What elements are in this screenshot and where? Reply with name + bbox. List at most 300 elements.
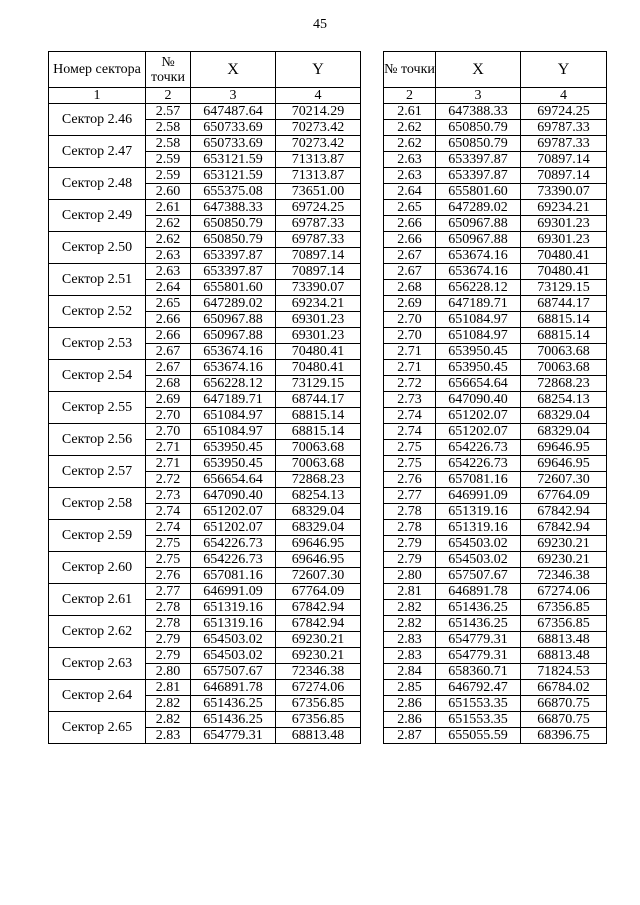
x-cell: 650967.88 (436, 232, 521, 248)
x-cell: 653950.45 (191, 440, 276, 456)
x-cell: 656654.64 (436, 376, 521, 392)
table-row (384, 104, 607, 120)
point-cell: 2.62 (384, 136, 436, 152)
y-cell: 68815.14 (521, 328, 607, 344)
y-cell: 69230.21 (276, 648, 361, 664)
table-row (49, 232, 361, 248)
sector-name-cell: Сектор 2.65 (49, 712, 146, 744)
sector-name-cell: Сектор 2.56 (49, 424, 146, 456)
point-cell: 2.72 (384, 376, 436, 392)
table-row (384, 440, 607, 456)
y-cell: 69724.25 (521, 104, 607, 120)
x-cell: 651319.16 (191, 600, 276, 616)
table-row (384, 696, 607, 712)
point-cell: 2.63 (146, 248, 191, 264)
x-cell: 646991.09 (436, 488, 521, 504)
x-cell: 651202.07 (436, 408, 521, 424)
table-row (49, 712, 361, 728)
y-cell: 70063.68 (276, 440, 361, 456)
x-cell: 647090.40 (191, 488, 276, 504)
point-cell: 2.75 (384, 456, 436, 472)
sector-name-cell: Сектор 2.51 (49, 264, 146, 296)
x-cell: 653674.16 (436, 264, 521, 280)
table-row (49, 200, 361, 216)
point-cell: 2.58 (146, 136, 191, 152)
y-cell: 67842.94 (276, 616, 361, 632)
y-cell: 68254.13 (276, 488, 361, 504)
y-cell: 70897.14 (276, 264, 361, 280)
y-cell: 68813.48 (521, 648, 607, 664)
y-cell: 67356.85 (521, 616, 607, 632)
y-cell: 70480.41 (276, 344, 361, 360)
sector-name-cell: Сектор 2.54 (49, 360, 146, 392)
table-row (384, 408, 607, 424)
x-cell: 655801.60 (436, 184, 521, 200)
y-cell: 70063.68 (521, 344, 607, 360)
sector-name-cell: Сектор 2.60 (49, 552, 146, 584)
y-cell: 69230.21 (521, 536, 607, 552)
y-cell: 71313.87 (276, 152, 361, 168)
x-cell: 658360.71 (436, 664, 521, 680)
x-cell: 657507.67 (191, 664, 276, 680)
left-coordinates-table (48, 51, 361, 744)
y-cell: 68815.14 (276, 408, 361, 424)
point-cell: 2.75 (146, 536, 191, 552)
point-cell: 2.64 (384, 184, 436, 200)
x-cell: 651084.97 (191, 408, 276, 424)
y-cell: 67842.94 (276, 600, 361, 616)
point-cell: 2.78 (384, 520, 436, 536)
table-row (49, 264, 361, 280)
table-row (384, 328, 607, 344)
right-coordinates-table (383, 51, 607, 744)
table-row (384, 504, 607, 520)
x-cell: 651202.07 (436, 424, 521, 440)
y-cell: 68813.48 (521, 632, 607, 648)
x-cell: 653674.16 (436, 248, 521, 264)
y-cell: 71313.87 (276, 168, 361, 184)
header-col-index: 1 (49, 88, 146, 104)
header-point-number: № точки (146, 52, 191, 88)
table-row (384, 152, 607, 168)
point-cell: 2.57 (146, 104, 191, 120)
y-cell: 67842.94 (521, 520, 607, 536)
x-cell: 654226.73 (191, 552, 276, 568)
sector-name-cell: Сектор 2.63 (49, 648, 146, 680)
point-cell: 2.83 (384, 632, 436, 648)
point-cell: 2.64 (146, 280, 191, 296)
table-row (384, 184, 607, 200)
y-cell: 69230.21 (521, 552, 607, 568)
table-row (384, 488, 607, 504)
point-cell: 2.66 (384, 216, 436, 232)
x-cell: 656228.12 (436, 280, 521, 296)
point-cell: 2.80 (384, 568, 436, 584)
point-cell: 2.68 (146, 376, 191, 392)
x-cell: 657081.16 (436, 472, 521, 488)
x-cell: 651319.16 (191, 616, 276, 632)
table-row (384, 264, 607, 280)
x-cell: 646991.09 (191, 584, 276, 600)
y-cell: 72346.38 (276, 664, 361, 680)
y-cell: 69234.21 (276, 296, 361, 312)
x-cell: 654503.02 (436, 536, 521, 552)
x-cell: 646891.78 (191, 680, 276, 696)
x-cell: 653121.59 (191, 152, 276, 168)
x-cell: 651202.07 (191, 520, 276, 536)
y-cell: 67356.85 (521, 600, 607, 616)
header-point-number: № точки (384, 52, 436, 88)
y-cell: 67274.06 (521, 584, 607, 600)
point-cell: 2.86 (384, 712, 436, 728)
x-cell: 657081.16 (191, 568, 276, 584)
table-row (49, 680, 361, 696)
point-cell: 2.73 (384, 392, 436, 408)
point-cell: 2.62 (146, 232, 191, 248)
y-cell: 70480.41 (521, 264, 607, 280)
x-cell: 656228.12 (191, 376, 276, 392)
point-cell: 2.79 (146, 632, 191, 648)
table-row (384, 552, 607, 568)
y-cell: 66870.75 (521, 712, 607, 728)
x-cell: 651436.25 (436, 600, 521, 616)
y-cell: 68744.17 (276, 392, 361, 408)
x-cell: 651084.97 (191, 424, 276, 440)
x-cell: 647189.71 (436, 296, 521, 312)
header-col-index: 4 (276, 88, 361, 104)
table-row (384, 296, 607, 312)
point-cell: 2.66 (384, 232, 436, 248)
point-cell: 2.82 (146, 712, 191, 728)
y-cell: 72346.38 (521, 568, 607, 584)
sector-name-cell: Сектор 2.58 (49, 488, 146, 520)
x-cell: 653397.87 (191, 264, 276, 280)
x-cell: 651436.25 (191, 696, 276, 712)
x-cell: 650850.79 (191, 232, 276, 248)
x-cell: 654503.02 (191, 632, 276, 648)
x-cell: 651202.07 (191, 504, 276, 520)
point-cell: 2.77 (146, 584, 191, 600)
x-cell: 653674.16 (191, 344, 276, 360)
table-row (384, 120, 607, 136)
table-row (384, 456, 607, 472)
table-row (49, 456, 361, 472)
sector-name-cell: Сектор 2.62 (49, 616, 146, 648)
point-cell: 2.74 (384, 424, 436, 440)
point-cell: 2.67 (146, 344, 191, 360)
table-row (384, 392, 607, 408)
point-cell: 2.66 (146, 312, 191, 328)
table-row (384, 248, 607, 264)
y-cell: 67356.85 (276, 696, 361, 712)
point-cell: 2.62 (384, 120, 436, 136)
point-cell: 2.70 (384, 328, 436, 344)
x-cell: 647090.40 (436, 392, 521, 408)
table-row (384, 600, 607, 616)
y-cell: 70273.42 (276, 136, 361, 152)
y-cell: 66870.75 (521, 696, 607, 712)
table-row (384, 168, 607, 184)
x-cell: 654226.73 (436, 456, 521, 472)
point-cell: 2.76 (384, 472, 436, 488)
x-cell: 654226.73 (436, 440, 521, 456)
point-cell: 2.65 (384, 200, 436, 216)
x-cell: 653121.59 (191, 168, 276, 184)
point-cell: 2.70 (384, 312, 436, 328)
y-cell: 68329.04 (521, 424, 607, 440)
table-row (384, 232, 607, 248)
sector-name-cell: Сектор 2.50 (49, 232, 146, 264)
table-row (384, 648, 607, 664)
header-x: X (191, 52, 276, 88)
x-cell: 647189.71 (191, 392, 276, 408)
y-cell: 67356.85 (276, 712, 361, 728)
table-row (384, 280, 607, 296)
table-row (384, 344, 607, 360)
sector-name-cell: Сектор 2.55 (49, 392, 146, 424)
x-cell: 654779.31 (191, 728, 276, 744)
y-cell: 69301.23 (521, 232, 607, 248)
y-cell: 69230.21 (276, 632, 361, 648)
header-y: Y (276, 52, 361, 88)
point-cell: 2.85 (384, 680, 436, 696)
y-cell: 70480.41 (276, 360, 361, 376)
point-cell: 2.59 (146, 168, 191, 184)
x-cell: 650967.88 (191, 312, 276, 328)
y-cell: 70897.14 (521, 168, 607, 184)
y-cell: 70897.14 (521, 152, 607, 168)
y-cell: 69787.33 (276, 232, 361, 248)
y-cell: 71824.53 (521, 664, 607, 680)
y-cell: 69787.33 (521, 120, 607, 136)
y-cell: 68815.14 (276, 424, 361, 440)
sector-name-cell: Сектор 2.57 (49, 456, 146, 488)
x-cell: 647388.33 (436, 104, 521, 120)
point-cell: 2.74 (384, 408, 436, 424)
y-cell: 67764.09 (276, 584, 361, 600)
y-cell: 68396.75 (521, 728, 607, 744)
table-row (384, 520, 607, 536)
sector-name-cell: Сектор 2.47 (49, 136, 146, 168)
table-row (49, 328, 361, 344)
x-cell: 653397.87 (436, 168, 521, 184)
sector-name-cell: Сектор 2.49 (49, 200, 146, 232)
y-cell: 68744.17 (521, 296, 607, 312)
table-row (384, 312, 607, 328)
point-cell: 2.68 (384, 280, 436, 296)
point-cell: 2.63 (146, 264, 191, 280)
table-row (384, 616, 607, 632)
x-cell: 651436.25 (191, 712, 276, 728)
y-cell: 67274.06 (276, 680, 361, 696)
y-cell: 69301.23 (276, 312, 361, 328)
x-cell: 650733.69 (191, 120, 276, 136)
y-cell: 70480.41 (521, 248, 607, 264)
table-row (384, 584, 607, 600)
table-row (49, 520, 361, 536)
table-row (384, 376, 607, 392)
y-cell: 70897.14 (276, 248, 361, 264)
x-cell: 650850.79 (191, 216, 276, 232)
header-col-index: 3 (191, 88, 276, 104)
page-number: 45 (313, 17, 327, 32)
point-cell: 2.67 (384, 264, 436, 280)
y-cell: 68813.48 (276, 728, 361, 744)
point-cell: 2.65 (146, 296, 191, 312)
sector-name-cell: Сектор 2.59 (49, 520, 146, 552)
x-cell: 646891.78 (436, 584, 521, 600)
point-cell: 2.77 (384, 488, 436, 504)
point-cell: 2.78 (384, 504, 436, 520)
y-cell: 69234.21 (521, 200, 607, 216)
x-cell: 653397.87 (191, 248, 276, 264)
y-cell: 68329.04 (276, 520, 361, 536)
point-cell: 2.60 (146, 184, 191, 200)
point-cell: 2.84 (384, 664, 436, 680)
y-cell: 66784.02 (521, 680, 607, 696)
point-cell: 2.79 (384, 536, 436, 552)
sector-name-cell: Сектор 2.48 (49, 168, 146, 200)
header-col-index: 2 (146, 88, 191, 104)
point-cell: 2.67 (146, 360, 191, 376)
x-cell: 654779.31 (436, 632, 521, 648)
point-cell: 2.76 (146, 568, 191, 584)
point-cell: 2.73 (146, 488, 191, 504)
point-cell: 2.71 (384, 360, 436, 376)
point-cell: 2.66 (146, 328, 191, 344)
x-cell: 655801.60 (191, 280, 276, 296)
y-cell: 69787.33 (521, 136, 607, 152)
y-cell: 72607.30 (521, 472, 607, 488)
y-cell: 72607.30 (276, 568, 361, 584)
point-cell: 2.79 (146, 648, 191, 664)
x-cell: 650967.88 (191, 328, 276, 344)
table-row (384, 632, 607, 648)
header-col-index: 2 (384, 88, 436, 104)
y-cell: 68329.04 (521, 408, 607, 424)
x-cell: 653950.45 (191, 456, 276, 472)
table-row (49, 488, 361, 504)
table-row (49, 648, 361, 664)
y-cell: 73390.07 (521, 184, 607, 200)
point-cell: 2.62 (146, 216, 191, 232)
x-cell: 647289.02 (436, 200, 521, 216)
x-cell: 655055.59 (436, 728, 521, 744)
point-cell: 2.63 (384, 152, 436, 168)
x-cell: 647289.02 (191, 296, 276, 312)
sector-name-cell: Сектор 2.52 (49, 296, 146, 328)
x-cell: 651319.16 (436, 504, 521, 520)
x-cell: 653950.45 (436, 344, 521, 360)
point-cell: 2.78 (146, 600, 191, 616)
table-row (49, 360, 361, 376)
table-row (49, 552, 361, 568)
point-cell: 2.72 (146, 472, 191, 488)
table-row (384, 568, 607, 584)
table-row (49, 136, 361, 152)
table-row (384, 216, 607, 232)
table-row (384, 472, 607, 488)
table-row (49, 616, 361, 632)
y-cell: 73129.15 (521, 280, 607, 296)
point-cell: 2.63 (384, 168, 436, 184)
y-cell: 67764.09 (521, 488, 607, 504)
y-cell: 73390.07 (276, 280, 361, 296)
y-cell: 69646.95 (521, 440, 607, 456)
table-row (384, 136, 607, 152)
point-cell: 2.75 (146, 552, 191, 568)
x-cell: 647487.64 (191, 104, 276, 120)
y-cell: 70063.68 (276, 456, 361, 472)
point-cell: 2.82 (384, 600, 436, 616)
x-cell: 650850.79 (436, 136, 521, 152)
point-cell: 2.59 (146, 152, 191, 168)
x-cell: 654503.02 (191, 648, 276, 664)
point-cell: 2.61 (384, 104, 436, 120)
point-cell: 2.71 (146, 440, 191, 456)
x-cell: 655375.08 (191, 184, 276, 200)
x-cell: 651084.97 (436, 328, 521, 344)
point-cell: 2.83 (384, 648, 436, 664)
header-y: Y (521, 52, 607, 88)
point-cell: 2.86 (384, 696, 436, 712)
x-cell: 650967.88 (436, 216, 521, 232)
y-cell: 69301.23 (521, 216, 607, 232)
table-row (49, 296, 361, 312)
x-cell: 646792.47 (436, 680, 521, 696)
point-cell: 2.87 (384, 728, 436, 744)
point-cell: 2.79 (384, 552, 436, 568)
point-cell: 2.61 (146, 200, 191, 216)
point-cell: 2.82 (384, 616, 436, 632)
table-row (384, 536, 607, 552)
point-cell: 2.83 (146, 728, 191, 744)
table-row (49, 168, 361, 184)
y-cell: 73129.15 (276, 376, 361, 392)
x-cell: 654779.31 (436, 648, 521, 664)
y-cell: 69787.33 (276, 216, 361, 232)
point-cell: 2.74 (146, 520, 191, 536)
sector-name-cell: Сектор 2.46 (49, 104, 146, 136)
x-cell: 651319.16 (436, 520, 521, 536)
x-cell: 653674.16 (191, 360, 276, 376)
x-cell: 653397.87 (436, 152, 521, 168)
y-cell: 69646.95 (276, 552, 361, 568)
x-cell: 651084.97 (436, 312, 521, 328)
y-cell: 72868.23 (276, 472, 361, 488)
header-x: X (436, 52, 521, 88)
x-cell: 650733.69 (191, 136, 276, 152)
point-cell: 2.75 (384, 440, 436, 456)
point-cell: 2.70 (146, 424, 191, 440)
y-cell: 70273.42 (276, 120, 361, 136)
table-row (49, 392, 361, 408)
table-row (49, 104, 361, 120)
point-cell: 2.81 (384, 584, 436, 600)
y-cell: 73651.00 (276, 184, 361, 200)
x-cell: 654503.02 (436, 552, 521, 568)
x-cell: 650850.79 (436, 120, 521, 136)
x-cell: 656654.64 (191, 472, 276, 488)
y-cell: 69646.95 (276, 536, 361, 552)
header-col-index: 4 (521, 88, 607, 104)
table-row (384, 712, 607, 728)
header-col-index: 3 (436, 88, 521, 104)
y-cell: 70063.68 (521, 360, 607, 376)
point-cell: 2.81 (146, 680, 191, 696)
y-cell: 69646.95 (521, 456, 607, 472)
x-cell: 654226.73 (191, 536, 276, 552)
